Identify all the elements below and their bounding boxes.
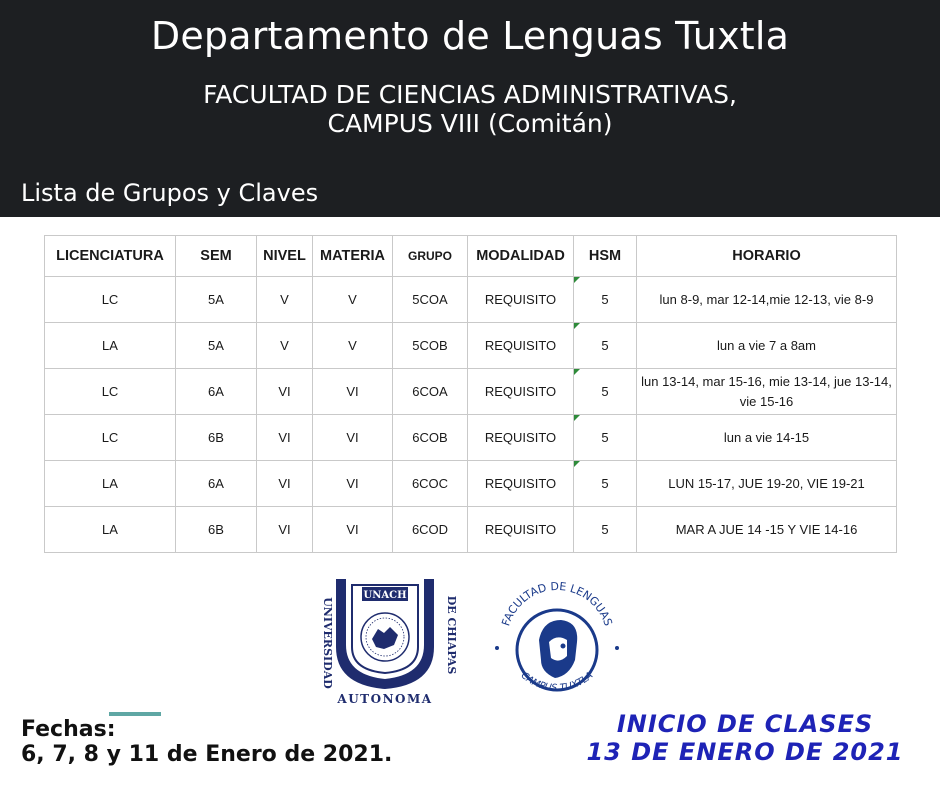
table-cell: 6A (176, 461, 257, 507)
table-cell: 5COB (393, 323, 468, 369)
table-cell: VI (257, 369, 313, 415)
table-cell: REQUISITO (468, 507, 574, 553)
dates-label: Fechas: (21, 717, 116, 742)
table-cell: lun 13-14, mar 15-16, mie 13-14, jue 13-14, vie 15-16 (637, 369, 897, 415)
table-cell: VI (257, 461, 313, 507)
table-cell: lun 8-9, mar 12-14,mie 12-13, vie 8-9 (637, 277, 897, 323)
table-cell: VI (313, 369, 393, 415)
subtitle-line-2: CAMPUS VIII (Comitán) (327, 109, 613, 138)
column-header: LICENCIATURA (45, 236, 176, 277)
table-cell: lun a vie 14-15 (637, 415, 897, 461)
table-cell: 5 (574, 323, 637, 369)
column-header: MODALIDAD (468, 236, 574, 277)
table-cell: 5A (176, 323, 257, 369)
table-cell: VI (313, 507, 393, 553)
table-cell: VI (257, 415, 313, 461)
dates-block (21, 717, 392, 767)
table-cell: VI (257, 507, 313, 553)
table-cell: 5COA (393, 277, 468, 323)
table-cell: 6A (176, 369, 257, 415)
unach-bottom-text: AUTONOMA (337, 692, 433, 706)
header-banner (0, 0, 940, 217)
accent-divider (109, 712, 161, 716)
table-row (45, 323, 897, 369)
facultad-top-text: FACULTAD DE LENGUAS (499, 579, 615, 628)
table-cell: LA (45, 323, 176, 369)
subtitle-line-1: FACULTAD DE CIENCIAS ADMINISTRATIVAS, (203, 80, 737, 109)
table-cell: 5 (574, 277, 637, 323)
table-cell: VI (313, 461, 393, 507)
table-cell: V (313, 277, 393, 323)
class-start-notice (580, 710, 910, 766)
page-subtitle (0, 80, 940, 138)
table-cell: VI (313, 415, 393, 461)
table-cell: 5 (574, 507, 637, 553)
table-cell: LC (45, 277, 176, 323)
table-cell: MAR A JUE 14 -15 Y VIE 14-16 (637, 507, 897, 553)
table-cell: REQUISITO (468, 461, 574, 507)
table-cell: REQUISITO (468, 277, 574, 323)
column-header: HSM (574, 236, 637, 277)
table-cell: 5A (176, 277, 257, 323)
table-cell: LUN 15-17, JUE 19-20, VIE 19-21 (637, 461, 897, 507)
facultad-bottom-text: CAMPUS TUXTLA (518, 670, 596, 694)
table-cell: REQUISITO (468, 369, 574, 415)
column-header: NIVEL (257, 236, 313, 277)
table-cell: 5 (574, 415, 637, 461)
table-cell: 6COA (393, 369, 468, 415)
unach-right-text: DE CHIAPAS (445, 595, 458, 675)
column-header: HORARIO (637, 236, 897, 277)
table-cell: 6COD (393, 507, 468, 553)
section-title: Lista de Grupos y Claves (21, 179, 319, 207)
table-row (45, 277, 897, 323)
table-cell: LA (45, 461, 176, 507)
dates-value: 6, 7, 8 y 11 de Enero de 2021. (21, 742, 393, 767)
table-cell: 6COB (393, 415, 468, 461)
unach-badge-text: UNACH (363, 590, 407, 601)
table-cell: 6COC (393, 461, 468, 507)
table-header-row (45, 236, 897, 277)
table-cell: LC (45, 369, 176, 415)
table-cell: REQUISITO (468, 415, 574, 461)
page-title: Departamento de Lenguas Tuxtla (150, 14, 790, 58)
table-cell: LC (45, 415, 176, 461)
class-start-line-2: 13 DE ENERO DE 2021 (586, 738, 904, 766)
table-cell: V (257, 277, 313, 323)
table-cell: 5 (574, 461, 637, 507)
unach-logo (310, 577, 460, 709)
table-row (45, 507, 897, 553)
table-cell: 6B (176, 507, 257, 553)
table-cell: lun a vie 7 a 8am (637, 323, 897, 369)
table-cell: 6B (176, 415, 257, 461)
column-header: MATERIA (313, 236, 393, 277)
table-cell: V (313, 323, 393, 369)
unach-left-text: UNIVERSIDAD (321, 597, 334, 689)
column-header: SEM (176, 236, 257, 277)
table-row (45, 415, 897, 461)
table-cell: 5 (574, 369, 637, 415)
groups-table (44, 235, 897, 553)
column-header: GRUPO (393, 236, 468, 277)
table-row (45, 369, 897, 415)
table-cell: LA (45, 507, 176, 553)
facultad-lenguas-logo (489, 568, 625, 708)
table-row (45, 461, 897, 507)
class-start-line-1: INICIO DE CLASES (616, 710, 874, 738)
table-cell: REQUISITO (468, 323, 574, 369)
table-cell: V (257, 323, 313, 369)
